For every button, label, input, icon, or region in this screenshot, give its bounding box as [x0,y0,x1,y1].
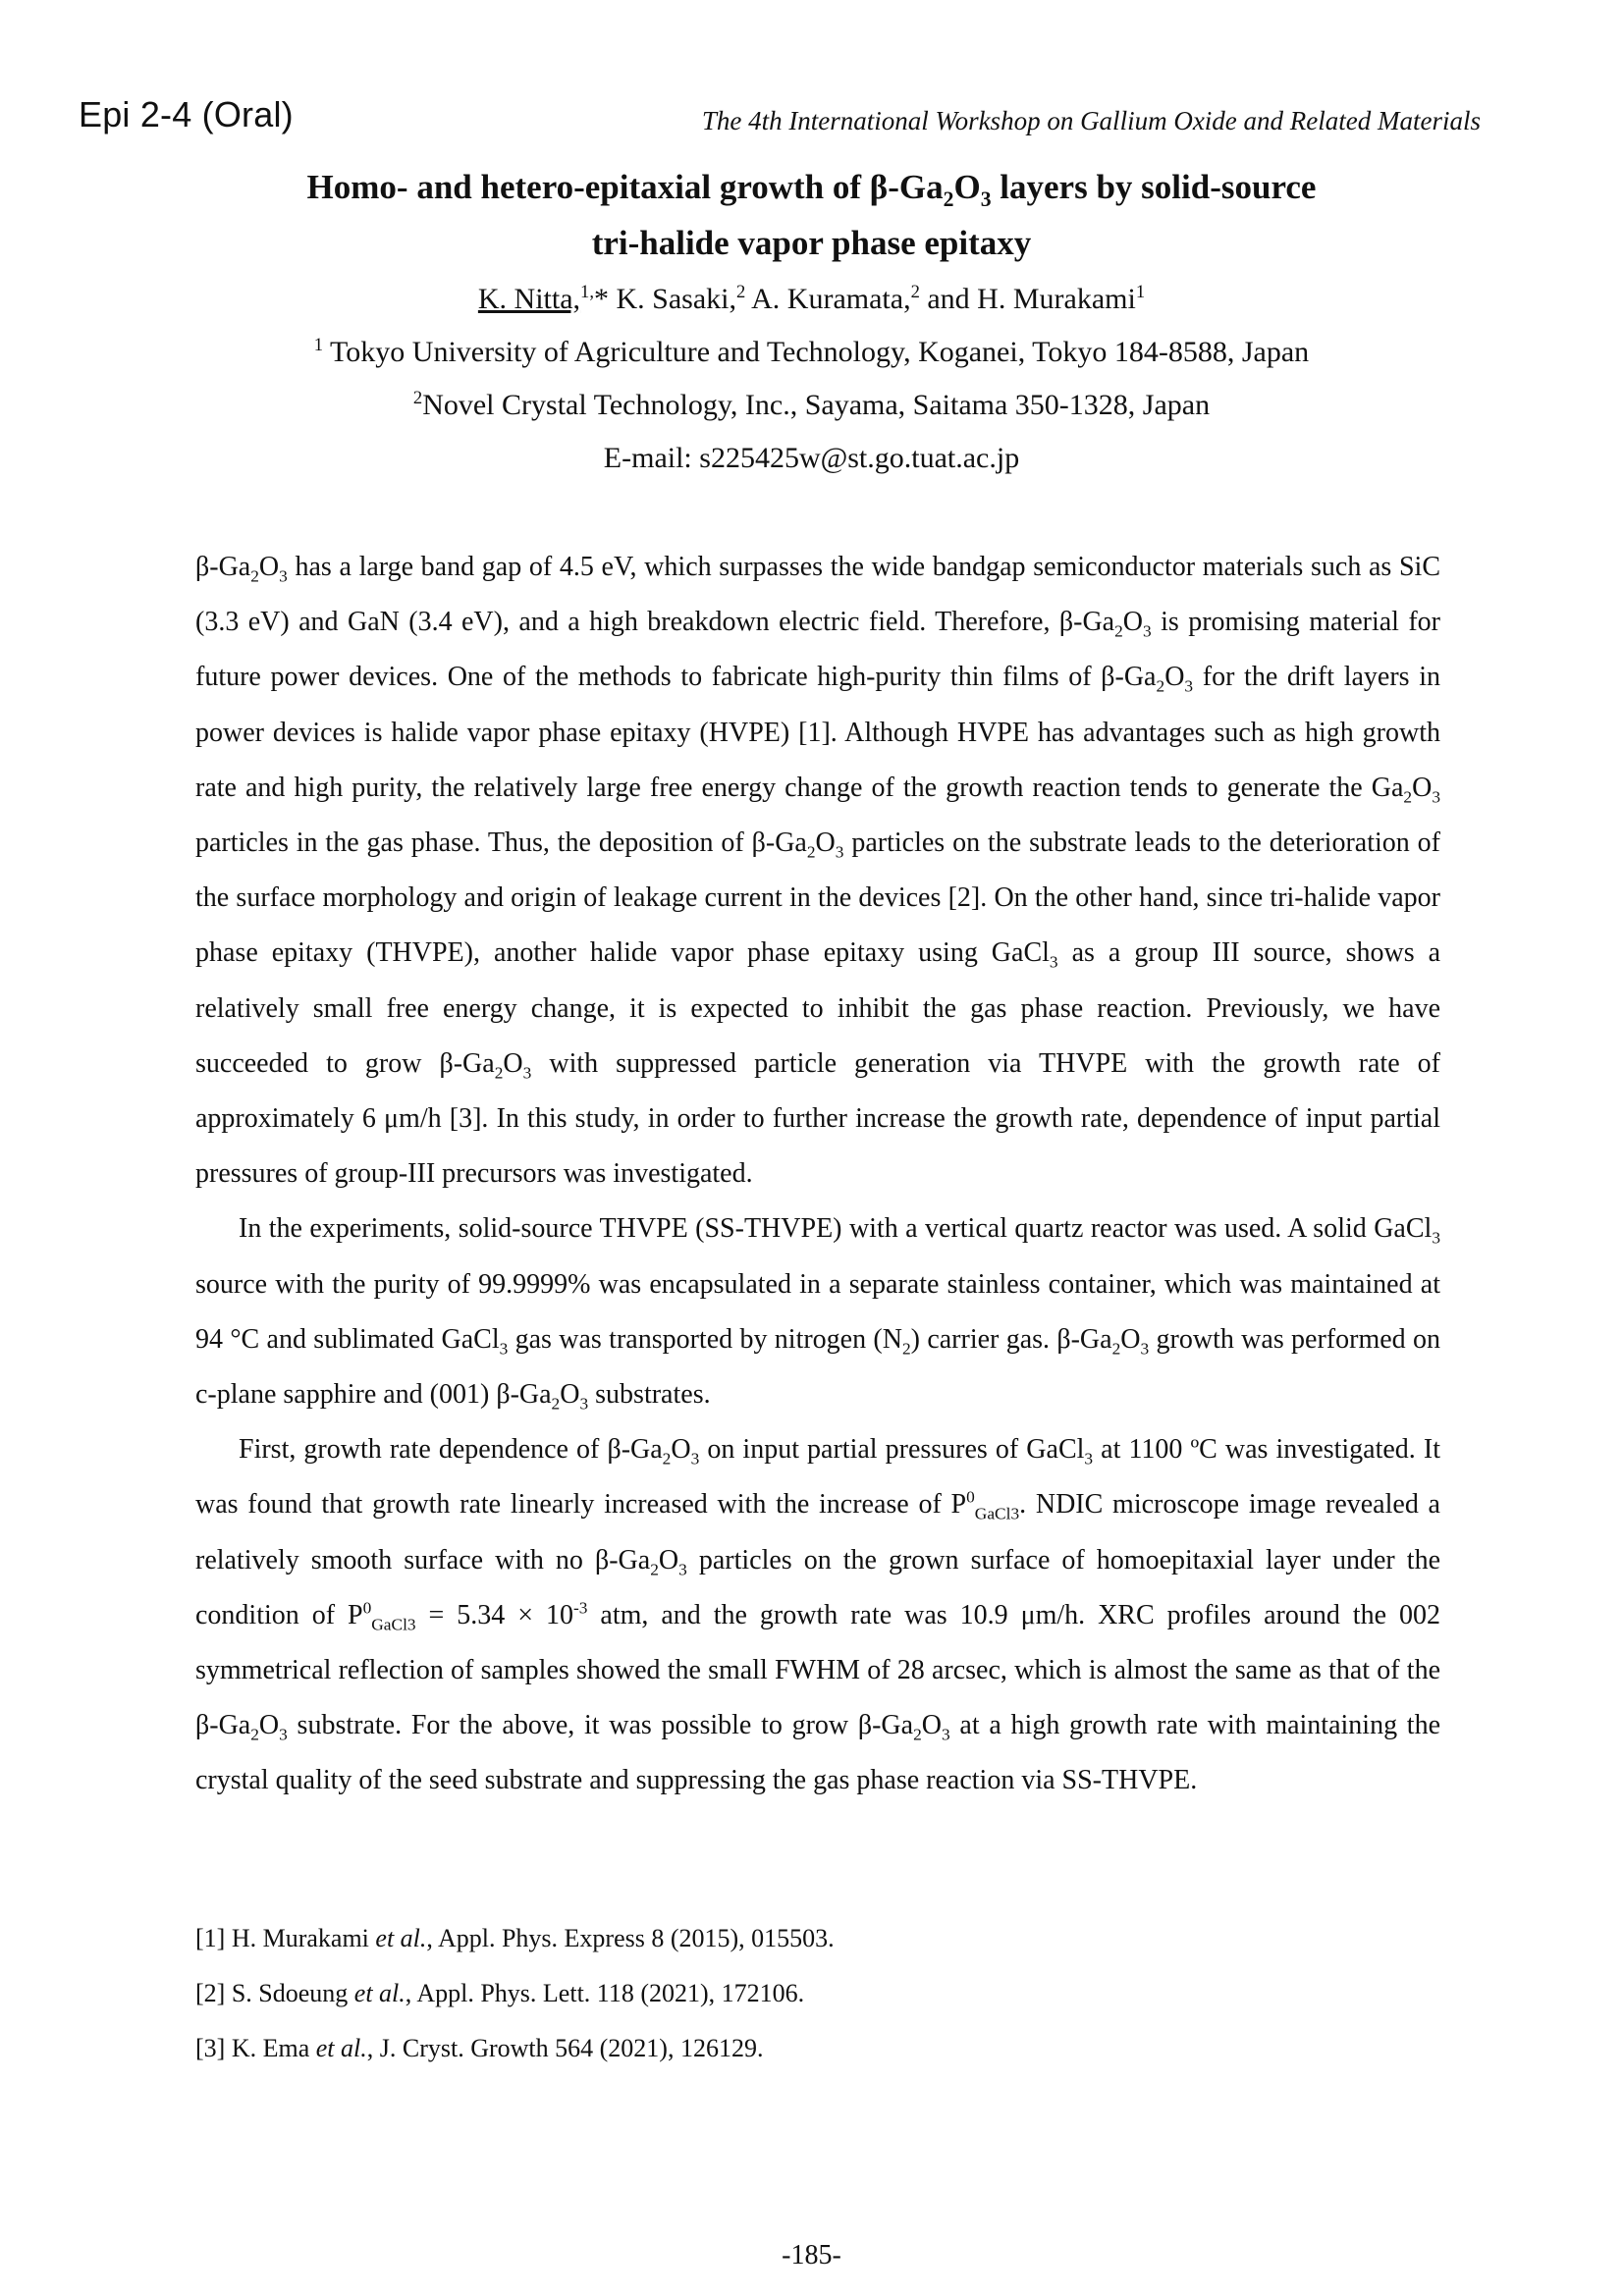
affiliation-mark: 1, [580,282,594,302]
subscript: 2 [650,1560,659,1579]
text-run: First, growth rate dependence of β-Ga [239,1434,663,1466]
paragraph-1 [195,540,1440,1201]
text-run: substrates. [588,1379,711,1411]
text-run: is promising material for future power devices. One of the methods to fabricate high-purity thin films of β-Ga [195,607,1440,693]
subscript: 3 [835,842,844,862]
paper-title [0,159,1623,215]
text-run: O [1122,607,1144,638]
text-run: particles on the grown surface of homoepitaxial layer under the condition of P [195,1544,1440,1630]
subscript: 2 [1403,787,1413,807]
subscript: 3 [1049,953,1058,973]
affiliation-1 [0,326,1623,379]
author-list [0,273,1623,326]
reference-etal: et al. [375,1924,427,1952]
text-run: growth was performed on c-plane sapphire and (001) β-Ga [195,1323,1440,1411]
subscript: 3 [522,1063,532,1083]
text-run: substrate. For the above, it was possible to grow β-Ga [287,1710,914,1741]
author-name: and H. Murakami [919,283,1136,315]
subscript: 3 [1143,621,1152,641]
references [195,1911,1440,2076]
subscript: 3 [579,1394,589,1414]
text-run: O [815,828,836,859]
text-run: O [503,1047,523,1079]
text-run: particles in the gas phase. Thus, the deposition of β-Ga [195,828,807,859]
reference-authors: [1] H. Murakami [195,1924,376,1952]
subscript: 2 [901,1339,911,1359]
subscript: 3 [678,1560,687,1579]
affiliation-text: Novel Crystal Technology, Inc., Sayama, Saitama 350-1328, Japan [422,389,1211,421]
title-text: O [953,168,981,206]
affiliation-mark: 2 [735,282,746,302]
page-number: -185- [782,2240,841,2270]
text-run: O [258,1710,280,1741]
subscript: 2 [250,566,259,586]
text-run: with suppressed particle generation via THVPE with the growth rate of approximately 6 μm/h [3]. In this study, in order to further increase the growth rate, dependence of input partial pressures of group-III precursors was investigated. [195,1047,1441,1190]
affiliation-mark: 1 [313,335,324,355]
text-run: O [560,1379,580,1411]
superscript: 0 [966,1488,975,1508]
reference-item [195,2021,1440,2076]
affiliation-mark: 1 [1135,282,1146,302]
text-run: O [671,1434,691,1466]
affiliation-text: Tokyo University of Agriculture and Technology, Koganei, Tokyo 184-8588, Japan [323,336,1310,368]
affiliation-mark: 2 [412,388,423,408]
text-run: for the drift layers in power devices is halide vapor phase epitaxy (HVPE) [1]. Although HVPE has advantages such as high growth rate and high purity, the relatively large free energy change of the growth reaction tends to generate the Ga [195,662,1440,803]
subscript: 3 [499,1339,509,1359]
subscript: 2 [1156,677,1165,696]
title-text: layers by solid-source [991,168,1317,206]
reference-source: , Appl. Phys. Lett. 118 (2021), 172106. [405,1979,805,2007]
session-tag: Epi 2-4 (Oral) [79,94,294,134]
subscript: 3 [1432,1229,1440,1249]
text-run: . NDIC microscope image revealed a relatively smooth surface with no β-Ga [195,1489,1440,1575]
subscript: 3 [1084,1449,1094,1468]
affiliation-2 [0,379,1623,432]
subscript: 3 [279,1725,288,1744]
text-run: has a large band gap of 4.5 eV, which surpasses the wide bandgap semiconductor materials such as SiC (3.3 eV) and GaN (3.4 eV), and a high breakdown electric field. Therefore, β-Ga [195,552,1440,638]
reference-source: , Appl. Phys. Express 8 (2015), 015503. [426,1924,835,1952]
title-subscript: 2 [943,187,954,211]
workshop-name: The 4th International Workshop on Gallium Oxide and Related Materials [701,106,1481,135]
subscript: 3 [1432,787,1440,807]
subscript: 2 [551,1394,561,1414]
title-text: Homo- and hetero-epitaxial growth of β-Ga [306,168,944,206]
subscript: 2 [1114,621,1123,641]
subscript: 2 [662,1449,672,1468]
text-run: O [921,1710,943,1741]
paper-title-line2: tri-halide vapor phase epitaxy [591,224,1032,262]
text-run: β-Ga [195,552,251,582]
subscript: 2 [494,1063,504,1083]
presenting-author: K. Nitta, [477,283,581,315]
text-run: atm, and the growth rate was 10.9 μm/h. XRC profiles around the 002 symmetrical reflection of samples showed the small FWHM of 28 arcsec, which is almost the same as that of the β-Ga [195,1599,1440,1741]
text-run: source with the purity of 99.9999% was encapsulated in a separate stainless container, which was maintained at 94 °C and sublimated GaCl [195,1268,1440,1355]
title-subscript: 3 [980,187,992,211]
subscript: 3 [1140,1339,1150,1359]
subscript: GaCl3 [371,1615,416,1634]
abstract-body [195,540,1440,1809]
reference-authors: [3] K. Ema [195,2034,316,2062]
text-run: at 1100 ºC was investigated. It was found that growth rate linearly increased with the increase of P [195,1434,1440,1521]
text-run: O [1120,1323,1141,1355]
text-run: on input partial pressures of GaCl [699,1434,1085,1466]
superscript: 0 [362,1598,372,1618]
subscript: GaCl3 [974,1505,1020,1524]
subscript: 3 [279,566,288,586]
subscript: 2 [250,1725,259,1744]
affiliation-mark: 2 [910,282,920,302]
text-run: at a high growth rate with maintaining the crystal quality of the seed substrate and suppressing the gas phase reaction via SS-THVPE. [195,1710,1441,1796]
subscript: 2 [913,1725,922,1744]
subscript: 3 [690,1449,700,1468]
reference-item [195,1911,1440,1966]
subscript: 2 [806,842,816,862]
subscript: 3 [1184,677,1194,696]
reference-authors: [2] S. Sdoeung [195,1979,354,2007]
title-block [0,159,1623,485]
subscript: 3 [942,1725,950,1744]
author-name: * K. Sasaki, [593,283,736,315]
text-run: O [1412,772,1433,803]
text-run: ) carrier gas. β-Ga [910,1323,1112,1355]
text-run: O [258,552,280,582]
superscript: -3 [573,1598,588,1618]
text-run: as a group III source, shows a relatively small free energy change, it is expected to inhibit the gas phase reaction. Previously, we have succeeded to grow β-Ga [195,937,1440,1079]
reference-source: , J. Cryst. Growth 564 (2021), 126129. [366,2034,764,2062]
paragraph-3 [195,1422,1440,1808]
text-run: O [658,1544,679,1575]
text-run: In the experiments, solid-source THVPE (SS-THVPE) with a vertical quartz reactor was used. A solid GaCl [239,1213,1433,1245]
text-run: O [1164,662,1185,693]
text-run: gas was transported by nitrogen (N [508,1323,902,1355]
text-run: = 5.34 × 10 [415,1599,573,1630]
author-name: A. Kuramata, [745,283,911,315]
reference-item [195,1966,1440,2021]
subscript: 2 [1111,1339,1121,1359]
text-run: particles on the substrate leads to the deterioration of the surface morphology and origin of leakage current in the devices [2]. On the other hand, since tri-halide vapor phase epitaxy (THVPE), another halide vapor phase epitaxy using GaCl [195,828,1440,969]
contact-email: E-mail: s225425w@st.go.tuat.ac.jp [603,442,1020,474]
paragraph-2 [195,1201,1440,1422]
reference-etal: et al. [315,2034,367,2062]
reference-etal: et al. [353,1979,406,2007]
